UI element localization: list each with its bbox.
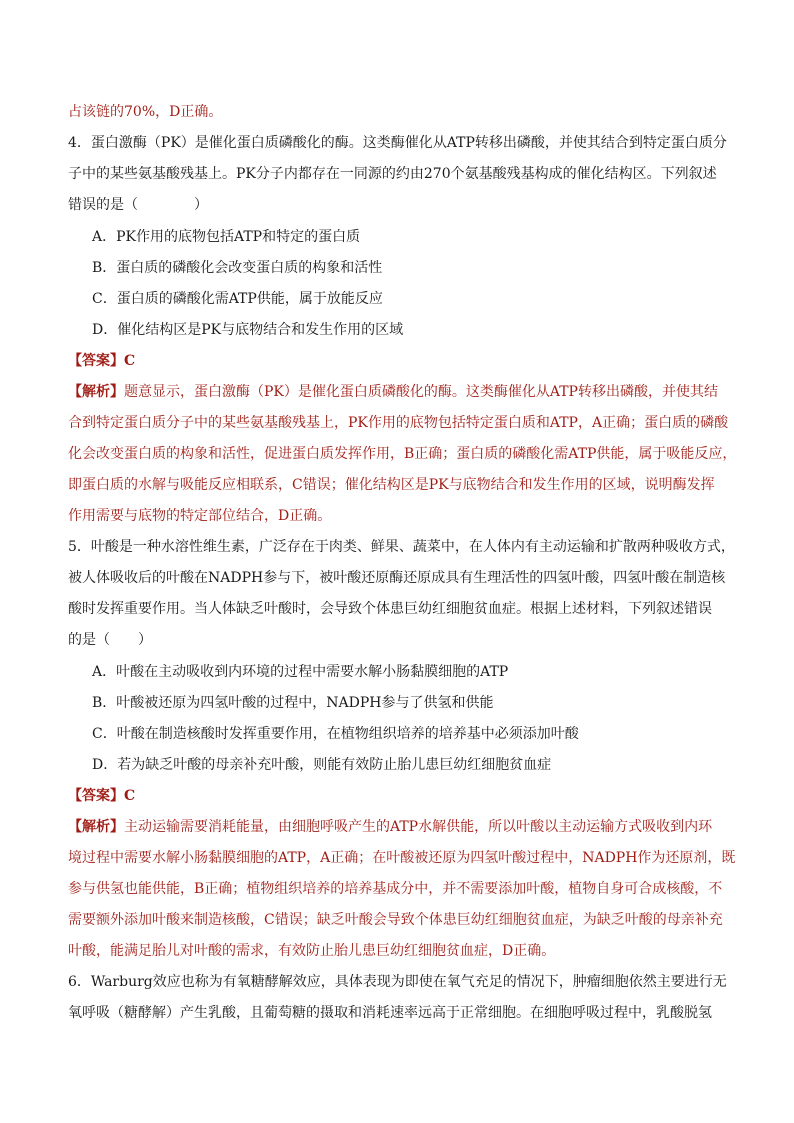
q6-stem-line-1: 6．Warburg效应也称为有氧糖酵解效应，具体表现为即使在氧气充足的情况下，肿瘤细胞依然主要进行无	[68, 974, 727, 990]
q4-stem-line-1: 4．蛋白激酶（PK）是催化蛋白质磷酸化的酶。这类酶催化从ATP转移出磷酸，并使其结合到特定蛋白质分	[68, 135, 727, 151]
q4-explanation-line-1	[68, 383, 718, 401]
q6-stem-line-2: 氧呼吸（糖酵解）产生乳酸，且葡萄糖的摄取和消耗速率远高于正常细胞。在细胞呼吸过程中，乳酸脱氢	[68, 1005, 712, 1021]
q4-explanation-line-5: 作用需要与底物的特定部位结合，D正确。	[68, 508, 332, 524]
q5-explanation-line-4: 需要额外添加叶酸来制造核酸，C错误；缺乏叶酸会导致个体患巨幼红细胞贫血症，为缺乏叶酸的母亲补充	[68, 912, 723, 928]
q5-stem-line-3: 酸时发挥重要作用。当人体缺乏叶酸时，会导致个体患巨幼红细胞贫血症。根据上述材料，下列叙述错误	[68, 601, 712, 617]
q4-option-c: C．蛋白质的磷酸化需ATP供能，属于放能反应	[92, 291, 383, 307]
q4-answer	[68, 352, 135, 370]
q4-option-d: D．催化结构区是PK与底物结合和发生作用的区域	[92, 322, 404, 338]
q5-stem-line-1: 5．叶酸是一种水溶性维生素，广泛存在于肉类、鲜果、蔬菜中，在人体内有主动运输和扩散两种吸收方式，	[68, 539, 735, 555]
q5-option-d: D．若为缺乏叶酸的母亲补充叶酸，则能有效防止胎儿患巨幼红细胞贫血症	[92, 757, 552, 773]
q5-explanation-text-1: 主动运输需要消耗能量，由细胞呼吸产生的ATP水解供能，所以叶酸以主动运输方式吸收到内环	[124, 819, 713, 835]
q5-option-b: B．叶酸被还原为四氢叶酸的过程中，NADPH参与了供氢和供能	[92, 695, 494, 711]
q5-explanation-line-1	[68, 818, 712, 836]
q4-option-b: B．蛋白质的磷酸化会改变蛋白质的构象和活性	[92, 260, 383, 276]
q5-option-a: A．叶酸在主动吸收到内环境的过程中需要水解小肠黏膜细胞的ATP	[92, 664, 509, 680]
q4-explanation-line-2: 合到特定蛋白质分子中的某些氨基酸残基上，PK作用的底物包括特定蛋白质和ATP，A正确；蛋白质的磷酸	[68, 415, 729, 431]
q5-explanation-line-5: 叶酸，能满足胎儿对叶酸的需求，有效防止胎儿患巨幼红细胞贫血症，D正确。	[68, 943, 556, 959]
q5-stem-line-4: 的是（ ）	[68, 632, 152, 648]
q4-explanation-line-3: 化会改变蛋白质的构象和活性，促进蛋白质发挥作用，B正确；蛋白质的磷酸化需ATP供能，属于吸能反应，	[68, 446, 737, 462]
q5-explanation-line-2: 境过程中需要水解小肠黏膜细胞的ATP，A正确；在叶酸被还原为四氢叶酸过程中，NADPH作为还原剂，既	[68, 850, 736, 866]
prev-explanation-tail: 占该链的70%，D正确。	[68, 104, 223, 120]
q4-explanation-line-4: 即蛋白质的水解与吸能反应相联系，C错误；催化结构区是PK与底物结合和发生作用的区域，说明酶发挥	[68, 477, 715, 493]
q4-explanation-text-1: 题意显示，蛋白激酶（PK）是催化蛋白质磷酸化的酶。这类酶催化从ATP转移出磷酸，并使其结	[124, 384, 718, 400]
q4-stem-line-2: 子中的某些氨基酸残基上。PK分子内都存在一同源的约由270个氨基酸残基构成的催化结构区。下列叙述	[68, 166, 717, 182]
q5-explanation-label: 【解析】	[68, 819, 124, 835]
q4-answer-label: 【答案】	[68, 353, 124, 369]
q4-answer-value: C	[124, 353, 136, 369]
q5-stem-line-2: 被人体吸收后的叶酸在NADPH参与下，被叶酸还原酶还原成具有生理活性的四氢叶酸，四氢叶酸在制造核	[68, 570, 726, 586]
q5-answer-value: C	[124, 788, 136, 804]
q5-explanation-line-3: 参与供氢也能供能，B正确；植物组织培养的培养基成分中，并不需要添加叶酸，植物自身可合成核酸，不	[68, 881, 723, 897]
q5-answer-label: 【答案】	[68, 788, 124, 804]
q4-option-a: A．PK作用的底物包括ATP和特定的蛋白质	[92, 229, 361, 245]
q4-explanation-label: 【解析】	[68, 384, 124, 400]
q5-option-c: C．叶酸在制造核酸时发挥重要作用，在植物组织培养的培养基中必须添加叶酸	[92, 726, 579, 742]
q5-answer	[68, 787, 135, 805]
q4-stem-line-3: 错误的是（ ）	[68, 197, 208, 213]
